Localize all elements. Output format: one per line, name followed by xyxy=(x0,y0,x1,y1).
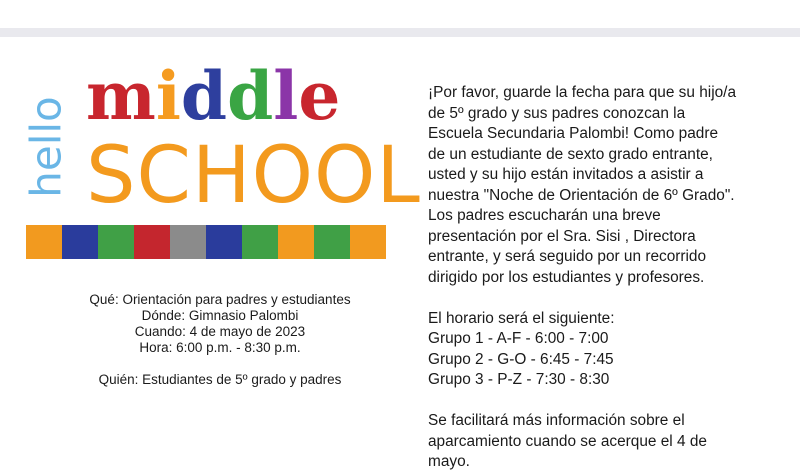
invitation-text xyxy=(428,83,783,473)
logo-middle-letter: i xyxy=(155,57,181,135)
logo-hello xyxy=(21,73,71,221)
logo-stripe xyxy=(170,225,206,259)
parking-line: aparcamiento cuando se acerque el 4 de xyxy=(428,432,707,450)
info-time: Hora: 6:00 p.m. - 8:30 p.m. xyxy=(139,340,301,355)
top-bar xyxy=(0,0,800,28)
logo-stripe xyxy=(242,225,278,259)
parking-line: Se facilitará más información sobre el xyxy=(428,412,685,429)
logo-hello-text: hello xyxy=(21,96,71,198)
parking-line: mayo. xyxy=(428,453,470,470)
schedule-group: Grupo 1 - A-F - 6:00 - 7:00 xyxy=(428,330,609,347)
schedule-intro: El horario será el siguiente: xyxy=(428,309,615,327)
body-line: Escuela Secundaria Palombi! Como padre xyxy=(428,125,719,142)
logo-stripe xyxy=(314,225,350,259)
body-line: Los padres escucharán una breve xyxy=(428,207,661,224)
document-page xyxy=(0,37,800,470)
info-when: Cuando: 4 de mayo de 2023 xyxy=(134,324,306,339)
logo-middle-letter: d xyxy=(227,57,274,135)
info-who: Quién: Estudiantes de 5º grado y padres xyxy=(98,372,342,387)
top-divider xyxy=(0,28,800,37)
schedule-group: Grupo 3 - P-Z - 7:30 - 8:30 xyxy=(428,371,610,388)
hello-middle-school-logo xyxy=(21,57,421,259)
logo-stripe xyxy=(98,225,134,259)
spacer xyxy=(24,356,416,372)
logo-stripe xyxy=(350,225,386,259)
body-line: nuestra "Noche de Orientación de 6º Grado". xyxy=(428,186,735,204)
logo-middle-letter: m xyxy=(86,57,156,135)
logo-stripe xyxy=(134,225,170,259)
logo-middle-letter: d xyxy=(180,57,228,135)
logo-school: SCHOOL xyxy=(86,131,421,221)
event-info xyxy=(24,292,416,388)
schedule-group: Grupo 2 - G-O - 6:45 - 7:45 xyxy=(428,350,614,368)
body-line: de un estudiante de sexto grado entrante, xyxy=(428,145,713,163)
body-line: presentación por el Sra. Sisi , Directora xyxy=(428,227,696,245)
logo-middle-letter: l xyxy=(273,57,299,135)
logo-stripe xyxy=(62,225,98,259)
info-where: Dónde: Gimnasio Palombi xyxy=(141,308,299,323)
logo-middle-letter: e xyxy=(298,57,341,135)
spacer xyxy=(428,391,783,412)
info-what: Qué: Orientación para padres y estudiantes xyxy=(89,292,351,307)
logo-color-stripes xyxy=(26,225,386,259)
logo-stripe xyxy=(26,225,62,259)
logo-stripe xyxy=(278,225,314,259)
body-line: de 5º grado y sus padres conozcan la xyxy=(428,104,686,122)
body-line: dirigido por los estudiantes y profesores. xyxy=(428,268,705,286)
body-line: ¡Por favor, guarde la fecha para que su hijo/a xyxy=(428,84,737,101)
body-line: usted y su hijo están invitados a asistir a xyxy=(428,166,704,183)
logo-middle xyxy=(86,57,341,135)
body-line: entrante, y será seguido por un recorrido xyxy=(428,248,707,265)
logo-stripe xyxy=(206,225,242,259)
spacer xyxy=(428,288,783,309)
